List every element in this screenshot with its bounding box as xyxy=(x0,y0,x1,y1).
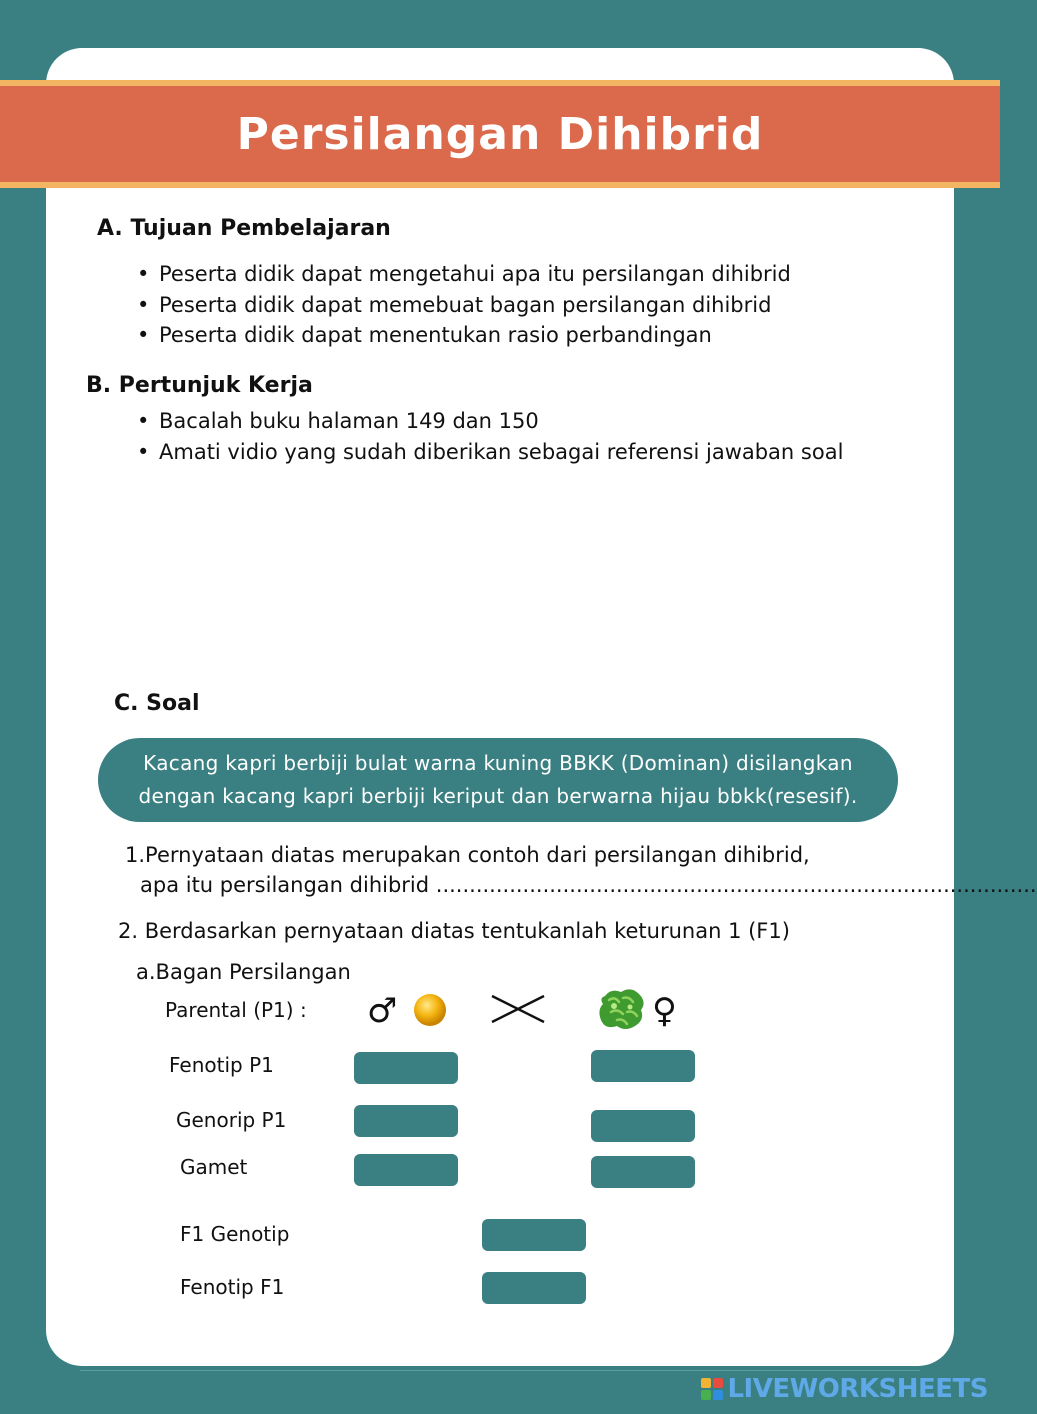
statement-line: dengan kacang kapri berbiji keriput dan berwarna hijau bbkk(resesif). xyxy=(138,784,858,808)
section-a-list xyxy=(135,259,791,351)
section-b-heading: B. Pertunjuk Kerja xyxy=(86,373,313,398)
genotip-p1-male-answer[interactable] xyxy=(354,1105,458,1137)
gamet-label: Gamet xyxy=(180,1155,248,1179)
section-c-heading: C. Soal xyxy=(114,691,200,716)
brand-text: LIVEWORKSHEETS xyxy=(727,1374,988,1404)
fenotip-f1-answer[interactable] xyxy=(482,1272,586,1304)
yellow-round-pea-icon xyxy=(412,992,448,1028)
section-b-list xyxy=(135,406,843,467)
fenotip-p1-label: Fenotip P1 xyxy=(169,1053,274,1077)
question-2a: a.Bagan Persilangan xyxy=(136,960,351,984)
liveworksheets-logo[interactable] xyxy=(701,1374,988,1404)
cross-icon xyxy=(490,992,546,1026)
list-item: • Peserta didik dapat memebuat bagan persilangan dihibrid xyxy=(135,290,791,321)
fenotip-p1-male-answer[interactable] xyxy=(354,1052,458,1084)
female-symbol-icon: ♀ xyxy=(652,991,677,1031)
fenotip-p1-female-answer[interactable] xyxy=(591,1050,695,1082)
parental-label: Parental (P1) : xyxy=(165,998,307,1022)
statement-line: Kacang kapri berbiji bulat warna kuning BBKK (Dominan) disilangkan xyxy=(143,751,853,775)
f1-genotip-label: F1 Genotip xyxy=(180,1222,290,1246)
list-item: • Amati vidio yang sudah diberikan sebagai referensi jawaban soal xyxy=(135,437,843,468)
page-title: Persilangan Dihibrid xyxy=(236,108,764,160)
question-2: 2. Berdasarkan pernyataan diatas tentukanlah keturunan 1 (F1) xyxy=(118,919,790,943)
list-item: • Bacalah buku halaman 149 dan 150 xyxy=(135,406,843,437)
green-wrinkled-pea-icon xyxy=(597,986,647,1032)
fenotip-f1-label: Fenotip F1 xyxy=(180,1275,285,1299)
question-1-line1: 1.Pernyataan diatas merupakan contoh dari persilangan dihibrid, xyxy=(125,843,810,867)
logo-grid-icon xyxy=(701,1378,723,1400)
question-1-line2: apa itu persilangan dihibrid .......................................................................................... xyxy=(140,873,1037,897)
f1-genotip-answer[interactable] xyxy=(482,1219,586,1251)
gamet-male-answer[interactable] xyxy=(354,1154,458,1186)
male-symbol-icon: ♂ xyxy=(367,991,398,1031)
list-item: • Peserta didik dapat mengetahui apa itu persilangan dihibrid xyxy=(135,259,791,290)
footer-divider xyxy=(80,1370,920,1371)
section-a-heading: A. Tujuan Pembelajaran xyxy=(97,216,391,241)
list-item: • Peserta didik dapat menentukan rasio perbandingan xyxy=(135,320,791,351)
genotip-p1-female-answer[interactable] xyxy=(591,1110,695,1142)
genotip-p1-label: Genorip P1 xyxy=(176,1108,287,1132)
title-banner xyxy=(0,80,1000,188)
problem-statement xyxy=(98,738,898,822)
gamet-female-answer[interactable] xyxy=(591,1156,695,1188)
